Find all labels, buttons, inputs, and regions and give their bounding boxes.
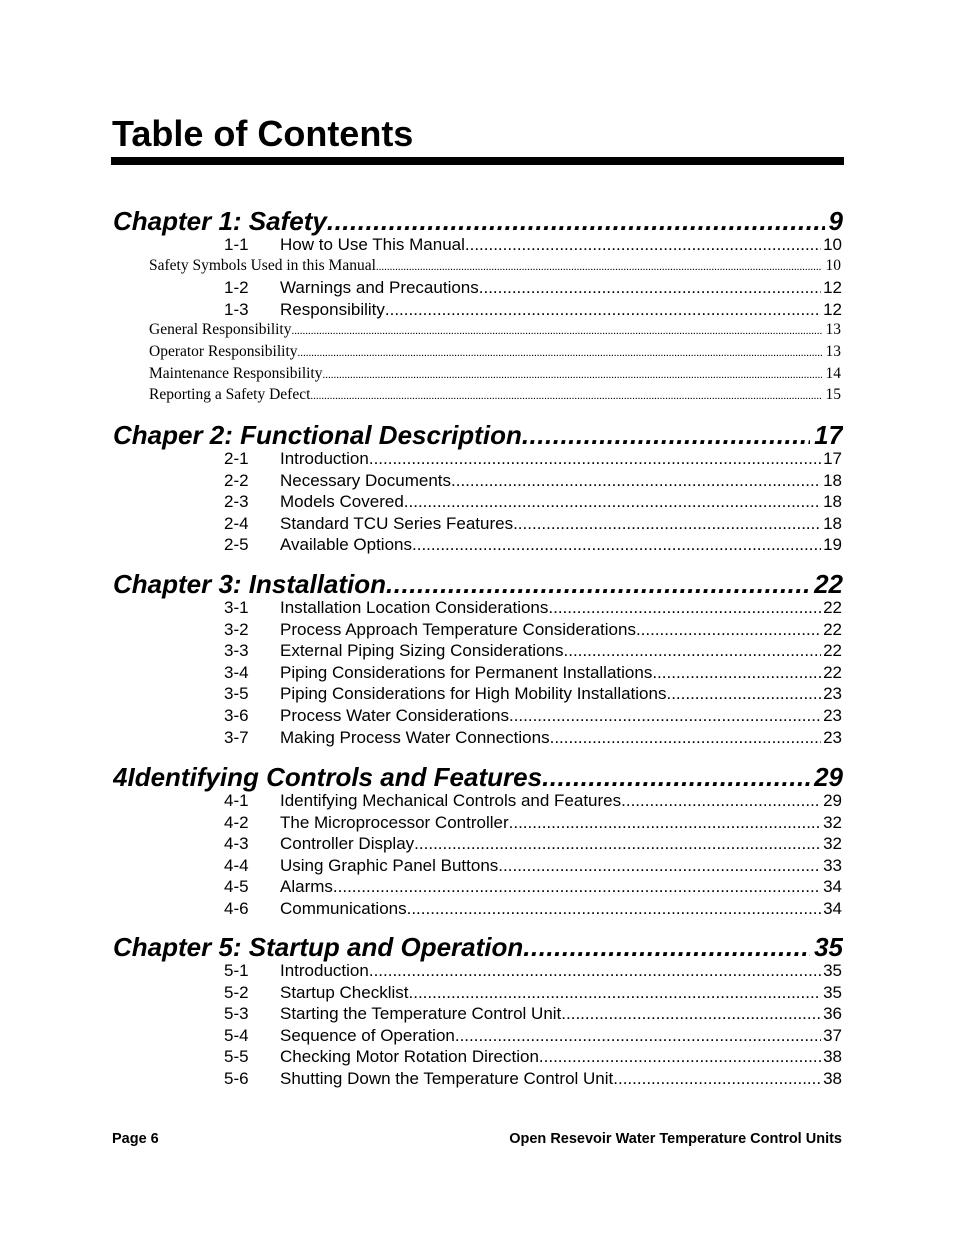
entry-title: Using Graphic Panel Buttons	[280, 855, 499, 875]
dot-leader	[292, 325, 822, 337]
toc-section-entry[interactable]	[224, 684, 842, 706]
entry-page-number: 23	[823, 727, 842, 747]
section-code: 5-6	[224, 1069, 249, 1088]
toc-section-entry[interactable]	[224, 813, 842, 835]
entry-page-number: 17	[823, 449, 842, 468]
entry-title: Process Approach Temperature Considerations	[280, 619, 636, 639]
entry-title: Starting the Temperature Control Unit	[280, 1004, 562, 1024]
dot-leader	[322, 369, 821, 381]
entry-page-number: 38	[823, 1047, 842, 1067]
section-code: 3-6	[224, 706, 249, 725]
entry-page-number: 34	[823, 877, 842, 897]
entry-page-number: 14	[825, 364, 841, 382]
dot-leader	[513, 514, 821, 534]
section-code: 2-5	[224, 535, 249, 555]
toc-section-entry[interactable]	[224, 961, 842, 983]
toc-section-entry[interactable]	[224, 449, 842, 471]
entry-page-number: 19	[823, 535, 842, 555]
section-code: 4-4	[224, 855, 249, 875]
toc-subsection-entry[interactable]	[149, 386, 841, 406]
entry-page-number: 22	[823, 598, 842, 617]
entry-page-number: 15	[825, 386, 841, 404]
section-code: 3-4	[224, 662, 249, 682]
entry-title: Installation Location Considerations	[280, 598, 549, 617]
toc-section-entry[interactable]	[224, 856, 842, 878]
section-code: 5-4	[224, 1025, 249, 1045]
dot-leader	[522, 420, 810, 451]
entry-page-number: 22	[823, 619, 842, 639]
dot-leader	[409, 983, 822, 1003]
entry-page-number: 33	[823, 855, 842, 875]
entry-title: Chapter 1: Safety	[113, 206, 327, 236]
entry-page-number: 38	[823, 1069, 842, 1088]
entry-page-number: 18	[823, 492, 842, 512]
entry-page-number: 13	[825, 343, 841, 360]
section-code: 3-1	[224, 598, 249, 617]
dot-leader	[509, 813, 821, 833]
dot-leader	[414, 834, 821, 854]
entry-title: Maintenance Responsibility	[149, 364, 323, 382]
dot-leader	[542, 762, 810, 793]
entry-title: Controller Display	[280, 834, 415, 854]
entry-page-number: 18	[823, 470, 842, 490]
entry-title: Piping Considerations for High Mobility Installations	[280, 684, 667, 704]
entry-page-number: 34	[823, 899, 842, 918]
dot-leader	[404, 492, 821, 512]
dot-leader	[564, 641, 822, 661]
toc-section-entry[interactable]	[224, 492, 842, 514]
entry-title: Responsibility	[280, 299, 385, 319]
dot-leader	[407, 899, 821, 919]
toc-section-entry[interactable]	[224, 278, 842, 300]
entry-page-number: 37	[823, 1025, 842, 1045]
toc-section-entry[interactable]	[224, 899, 842, 921]
toc-section-entry[interactable]	[224, 514, 842, 536]
dot-leader	[561, 1004, 821, 1024]
dot-leader	[548, 598, 821, 618]
dot-leader	[509, 706, 821, 726]
dot-leader	[298, 347, 822, 359]
section-code: 4-5	[224, 877, 249, 897]
section-code: 1-2	[224, 278, 249, 298]
toc-section-entry[interactable]	[224, 235, 842, 257]
section-code: 5-3	[224, 1004, 249, 1024]
entry-page-number: 32	[823, 834, 842, 854]
entry-page-number: 12	[823, 299, 842, 319]
toc-section-entry[interactable]	[224, 641, 842, 663]
footer-document-title: Open Resevoir Water Temperature Control Units	[509, 1131, 842, 1147]
toc-section-entry[interactable]	[224, 983, 842, 1005]
entry-page-number: 22	[814, 569, 843, 599]
toc-subsection-entry[interactable]	[149, 257, 841, 277]
dot-leader	[666, 684, 821, 704]
section-code: 3-2	[224, 619, 249, 639]
toc-section-entry[interactable]	[224, 1004, 842, 1026]
dot-leader	[613, 1069, 821, 1089]
entry-title: Alarms	[280, 877, 333, 897]
toc-section-entry[interactable]	[224, 834, 842, 856]
entry-title: Chapter 5: Startup and Operation	[113, 932, 524, 962]
entry-title: Shutting Down the Temperature Control Unit	[280, 1069, 614, 1088]
entry-title: How to Use This Manual	[280, 235, 465, 254]
toc-section-entry[interactable]	[224, 1069, 842, 1091]
dot-leader	[369, 449, 821, 469]
entry-title: Startup Checklist	[280, 982, 409, 1002]
section-code: 2-2	[224, 470, 249, 490]
toc-section-entry[interactable]	[224, 300, 842, 322]
section-code: 5-1	[224, 961, 249, 980]
title-rule	[111, 157, 844, 165]
entry-title: Checking Motor Rotation Direction	[280, 1047, 539, 1067]
entry-page-number: 35	[814, 932, 843, 962]
dot-leader	[479, 278, 821, 298]
entry-title: Chaper 2: Functional Description	[113, 420, 522, 450]
entry-title: Sequence of Operation	[280, 1025, 455, 1045]
entry-title: Reporting a Safety Defect	[149, 386, 311, 404]
section-code: 2-1	[224, 449, 249, 468]
entry-page-number: 23	[823, 684, 842, 704]
page-title: Table of Contents	[112, 113, 414, 154]
toc-section-entry[interactable]	[224, 1026, 842, 1048]
dot-leader	[386, 569, 810, 600]
toc-section-entry[interactable]	[224, 877, 842, 899]
entry-page-number: 18	[823, 513, 842, 533]
dot-leader	[451, 471, 821, 491]
dot-leader	[327, 206, 825, 237]
entry-page-number: 35	[823, 982, 842, 1002]
entry-title: Identifying Controls and Features	[127, 762, 543, 792]
entry-title: Necessary Documents	[280, 470, 452, 490]
toc-section-entry[interactable]	[224, 1047, 842, 1069]
section-code: 1-3	[224, 299, 249, 319]
entry-title: Communications	[280, 899, 407, 918]
dot-leader	[333, 877, 821, 897]
entry-title: The Microprocessor Controller	[280, 812, 509, 832]
section-code: 3-7	[224, 727, 249, 747]
toc-subsection-entry[interactable]	[149, 321, 841, 341]
entry-title: Identifying Mechanical Controls and Features	[280, 791, 622, 810]
entry-page-number: 29	[814, 762, 843, 792]
dot-leader	[412, 535, 821, 555]
toc-section-entry[interactable]	[224, 620, 842, 642]
entry-title: Chapter 3: Installation	[113, 569, 387, 599]
dot-leader	[465, 235, 821, 255]
entry-title: Operator Responsibility	[149, 343, 298, 360]
entry-page-number: 13	[825, 321, 841, 339]
toc-subsection-entry[interactable]	[149, 343, 841, 363]
entry-title: External Piping Sizing Considerations	[280, 641, 564, 661]
section-code: 4-1	[224, 791, 249, 810]
dot-leader	[523, 932, 810, 963]
section-code: 3-5	[224, 684, 249, 704]
section-code: 2-3	[224, 492, 249, 512]
dot-leader	[385, 300, 821, 320]
section-code: 4-3	[224, 834, 249, 854]
toc-section-entry[interactable]	[224, 791, 842, 813]
entry-title: Introduction	[280, 449, 369, 468]
entry-title: Models Covered	[280, 492, 404, 512]
section-code: 1-1	[224, 235, 249, 254]
section-code: 4-2	[224, 812, 249, 832]
dot-leader	[539, 1047, 821, 1067]
dot-leader	[498, 856, 821, 876]
dot-leader	[652, 663, 821, 683]
entry-title: Available Options	[280, 535, 412, 555]
toc-subsection-entry[interactable]	[149, 365, 841, 385]
entry-page-number: 12	[823, 278, 842, 298]
entry-page-number: 9	[828, 206, 843, 236]
section-code: 5-2	[224, 982, 249, 1002]
entry-page-number: 23	[823, 706, 842, 725]
entry-title: Safety Symbols Used in this Manual	[149, 256, 376, 274]
section-code: 3-3	[224, 641, 249, 661]
dot-leader	[621, 791, 821, 811]
section-code: 2-4	[224, 513, 249, 533]
entry-title: Piping Considerations for Permanent Installations	[280, 662, 653, 682]
entry-title: Making Process Water Connections	[280, 727, 550, 747]
dot-leader	[310, 390, 821, 402]
section-code: 4-6	[224, 899, 249, 918]
entry-page-number: 10	[825, 256, 841, 274]
entry-page-number: 10	[823, 235, 842, 254]
toc-section-entry[interactable]	[224, 535, 842, 557]
toc-section-entry[interactable]	[224, 663, 842, 685]
entry-page-number: 22	[823, 662, 842, 682]
entry-title: General Responsibility	[149, 321, 292, 339]
dot-leader	[550, 728, 821, 748]
toc-section-entry[interactable]	[224, 728, 842, 750]
footer-page-number: Page 6	[112, 1131, 159, 1147]
toc-section-entry[interactable]	[224, 706, 842, 728]
dot-leader	[636, 620, 821, 640]
entry-page-number: 35	[823, 961, 842, 980]
toc-section-entry[interactable]	[224, 471, 842, 493]
entry-page-number: 22	[823, 641, 842, 661]
chapter-number: 4	[113, 762, 128, 792]
entry-page-number: 17	[814, 420, 843, 450]
entry-title: Introduction	[280, 961, 369, 980]
entry-page-number: 36	[823, 1004, 842, 1024]
entry-title: Standard TCU Series Features	[280, 513, 514, 533]
entry-title: Warnings and Precautions	[280, 278, 479, 298]
entry-page-number: 32	[823, 812, 842, 832]
entry-page-number: 29	[823, 791, 842, 810]
dot-leader	[369, 961, 821, 981]
entry-title: Process Water Considerations	[280, 706, 509, 725]
toc-section-entry[interactable]	[224, 598, 842, 620]
dot-leader	[376, 261, 822, 273]
section-code: 5-5	[224, 1047, 249, 1067]
dot-leader	[455, 1026, 821, 1046]
